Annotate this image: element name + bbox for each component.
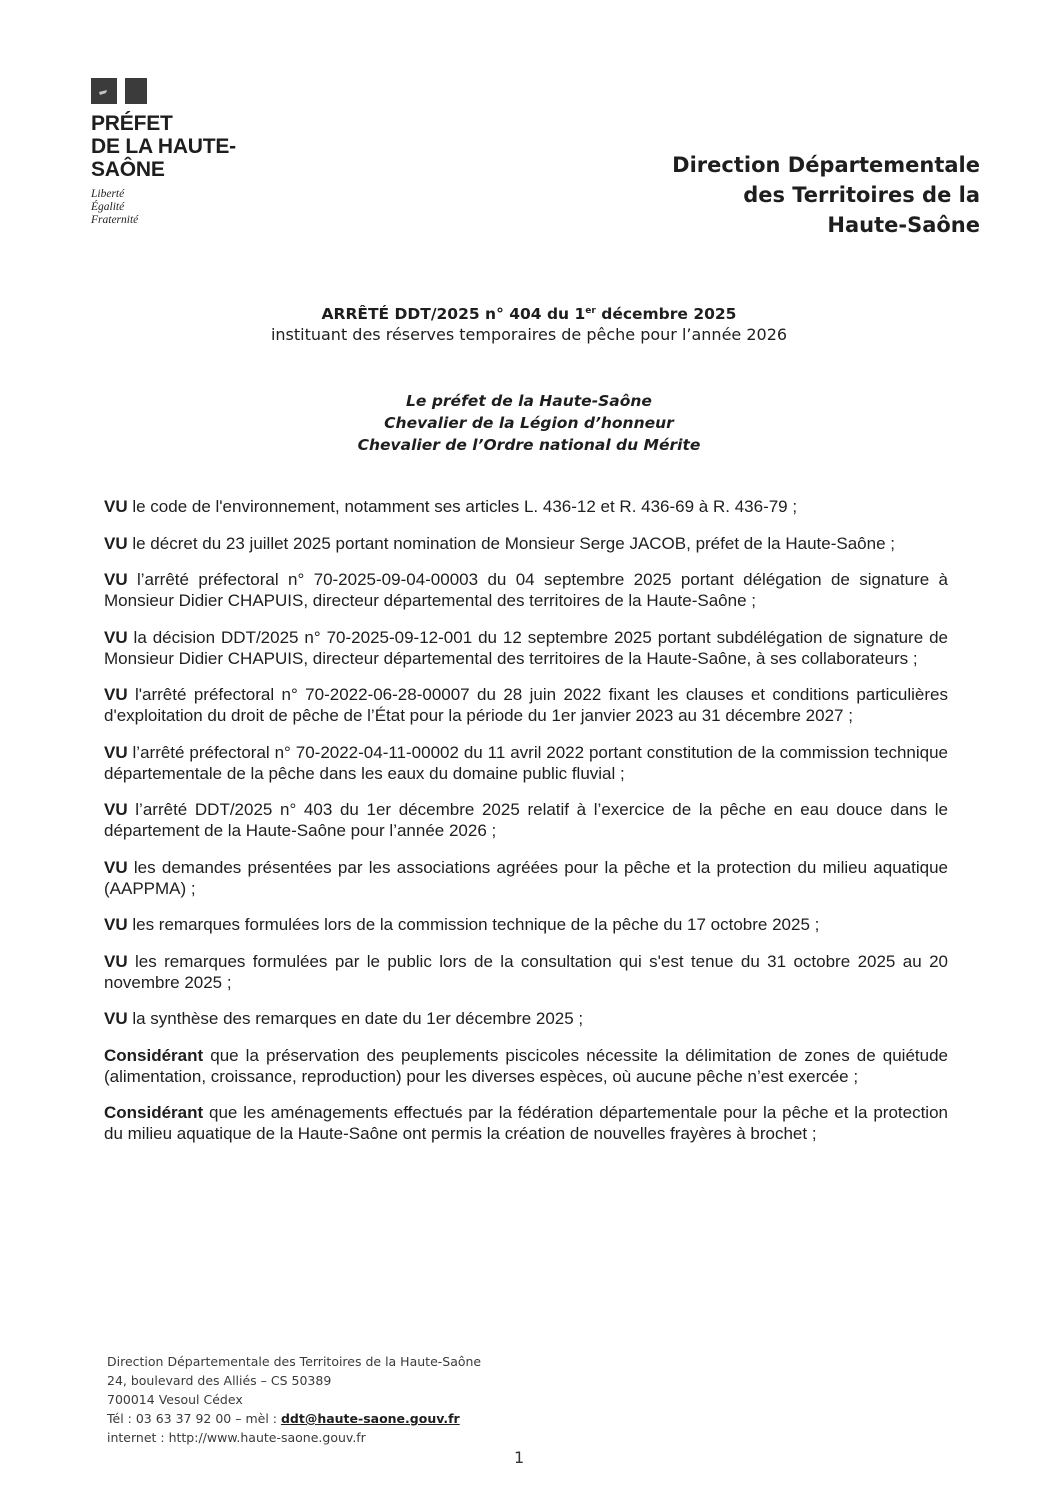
service-header-line: Haute-Saône xyxy=(827,213,980,237)
footer-line: 700014 Vesoul Cédex xyxy=(107,1392,243,1407)
arrete-title: ARRÊTÉ DDT/2025 n° 404 du 1er décembre 2025 xyxy=(321,305,737,323)
visa-paragraph: VU la synthèse des remarques en date du 1er décembre 2025 ; xyxy=(104,1009,584,1028)
prefet-title-line: DE LA HAUTE- xyxy=(91,135,236,158)
arrete-subtitle: instituant des réserves temporaires de pêche pour l’année 2026 xyxy=(270,325,788,344)
footer-contact: Tél : 03 63 37 92 00 – mèl : ddt@haute-saone.gouv.fr xyxy=(107,1411,460,1426)
service-header-line: des Territoires de la xyxy=(743,183,980,207)
motto-line: Égalité xyxy=(91,201,125,213)
prefecture-logo xyxy=(91,78,291,227)
republic-motto xyxy=(91,188,291,227)
visa-paragraph: VU l'arrêté préfectoral n° 70-2022-06-28-00007 du 28 juin 2022 fixant les clauses et conditions particulières d'exploitation du droit de pêche de l’État pour la période du 1er janvier 2023 au 31 décembre 2027 ; xyxy=(104,685,948,725)
footer-website: internet : http://www.haute-saone.gouv.fr xyxy=(107,1430,366,1445)
visa-paragraph: VU l’arrêté préfectoral n° 70-2022-04-11-00002 du 11 avril 2022 portant constitution de la commission technique départementale de la pêche dans les eaux du domaine public fluvial ; xyxy=(104,742,948,783)
page-number: 1 xyxy=(514,1448,525,1467)
prefet-title xyxy=(91,112,291,181)
service-header-line: Direction Départementale xyxy=(672,153,980,177)
email-link[interactable]: ddt@haute-saone.gouv.fr xyxy=(280,1411,460,1426)
visa-paragraph: VU la décision DDT/2025 n° 70-2025-09-12-001 du 12 septembre 2025 portant subdélégation de signature de Monsieur Didier CHAPUIS, directeur départemental des territoires de la Haute-Saône, à ses collaborateurs ; xyxy=(104,627,948,668)
visas-list xyxy=(104,496,948,1160)
visa-paragraph: VU le code de l'environnement, notamment ses articles L. 436-12 et R. 436-69 à R. 436-79 ; xyxy=(104,497,798,516)
considerant-paragraph: Considérant que la préservation des peuplements piscicoles nécessite la délimitation de zones de quiétude (alimentation, croissance, reproduction) pour les diverses espèces, où aucune pêche n’est exercée ; xyxy=(104,1045,948,1086)
marianne-logo-icon xyxy=(91,78,147,104)
prefet-titles xyxy=(0,390,1058,456)
motto-line: Liberté xyxy=(91,188,125,200)
footer-line: Direction Départementale des Territoires de la Haute-Saône xyxy=(107,1354,482,1369)
prefet-line: Chevalier de l’Ordre national du Mérite xyxy=(357,436,701,454)
visa-paragraph: VU l’arrêté préfectoral n° 70-2025-09-04-00003 du 04 septembre 2025 portant délégation de signature à Monsieur Didier CHAPUIS, directeur départemental des territoires de la Haute-Saône ; xyxy=(104,570,948,610)
arrete-heading xyxy=(0,304,1058,346)
visa-paragraph: VU l’arrêté DDT/2025 n° 403 du 1er décembre 2025 relatif à l’exercice de la pêche en eau douce dans le département de la Haute-Saône pour l’année 2026 ; xyxy=(104,800,948,840)
prefet-line: Le préfet de la Haute-Saône xyxy=(406,392,652,410)
visa-paragraph: VU le décret du 23 juillet 2025 portant nomination de Monsieur Serge JACOB, préfet de la Haute-Saône ; xyxy=(104,533,895,553)
footer-line: 24, boulevard des Alliés – CS 50389 xyxy=(107,1373,332,1388)
service-header xyxy=(672,150,980,240)
considerant-paragraph: Considérant que les aménagements effectués par la fédération départementale pour la pêche et la protection du milieu aquatique de la Haute-Saône ont permis la création de nouvelles frayères à brochet ; xyxy=(104,1103,948,1143)
visa-paragraph: VU les remarques formulées par le public lors de la consultation qui s'est tenue du 31 octobre 2025 au 20 novembre 2025 ; xyxy=(104,951,948,992)
prefet-title-line: SAÔNE xyxy=(91,158,165,181)
prefet-title-line: PRÉFET xyxy=(91,112,173,135)
prefet-line: Chevalier de la Légion d’honneur xyxy=(384,414,674,432)
footer-address xyxy=(107,1352,481,1447)
motto-line: Fraternité xyxy=(91,214,139,226)
visa-paragraph: VU les remarques formulées lors de la commission technique de la pêche du 17 octobre 2025 ; xyxy=(104,915,820,934)
visa-paragraph: VU les demandes présentées par les associations agréées pour la pêche et la protection du milieu aquatique (AAPPMA) ; xyxy=(104,857,948,898)
